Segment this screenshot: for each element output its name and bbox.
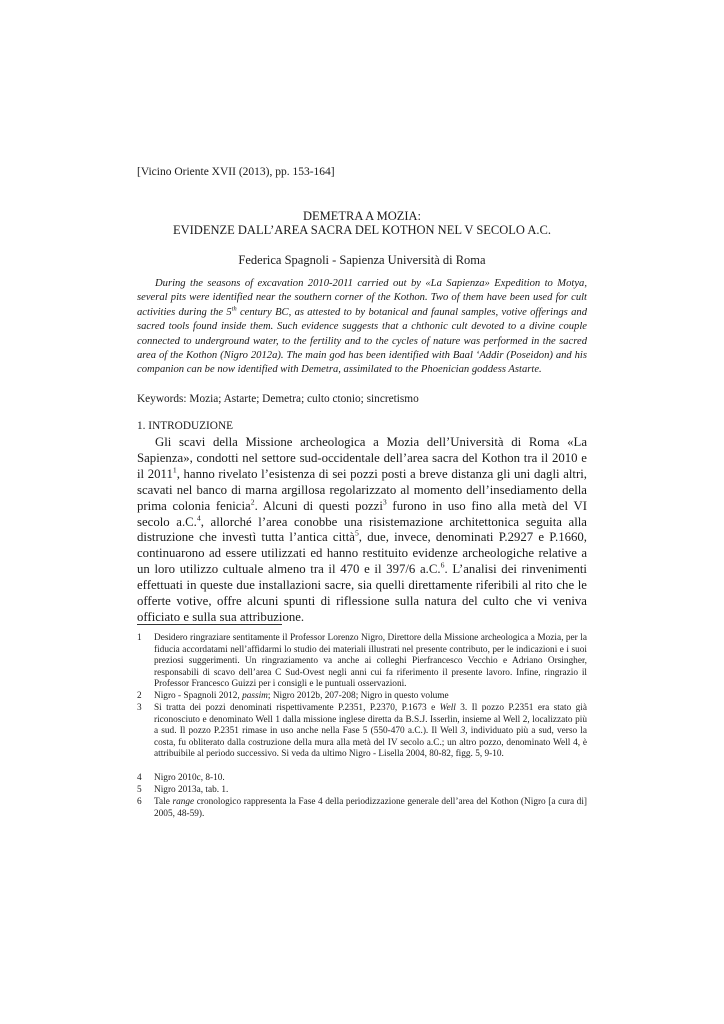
journal-citation: [Vicino Oriente XVII (2013), pp. 153-164] (137, 166, 335, 178)
author-affiliation: Federica Spagnoli - Sapienza Università di Roma (238, 253, 486, 267)
footnote-6 (137, 797, 587, 820)
section-heading (137, 420, 233, 432)
footnote-ref-3[interactable]: 3 (382, 497, 387, 507)
body-text-5: , allorché l’area conobbe una risistemazione architettonica seguita alla distruzione che investì tutta l’antica città (137, 514, 587, 545)
footnote-ref-6[interactable]: 6 (440, 560, 445, 570)
footnote-number: 2 (137, 691, 142, 701)
abstract (137, 277, 587, 378)
footnote-text: Tale range cronologico rappresenta la Fase 4 della periodizzazione generale dell’area del Kothon (Nigro [a cura di] 2005, 48-59). (154, 797, 587, 819)
footnote-ref-2[interactable]: 2 (250, 497, 255, 507)
footnote-text: Nigro 2013a, tab. 1. (154, 785, 229, 795)
footnote-5 (137, 785, 587, 797)
body-text-4: furono in uso fino alla metà del VI secolo a.C. (137, 498, 587, 529)
body-text-7: . L’analisi dei rinvenimenti effettuati in queste due installazioni sacre, sia quelli direttamente riferibili al rito che le offerte votive, offre alcuni spunti di riflessione sulla natura del culto che vi veniva officiato e sulla sua attribuzione. (137, 562, 587, 624)
footnote-1 (137, 633, 587, 691)
footnote-number: 4 (137, 773, 142, 783)
footnote-number: 5 (137, 785, 142, 795)
keywords: Keywords: Mozia; Astarte; Demetra; culto ctonio; sincretismo (137, 393, 419, 405)
footnote-ref-5[interactable]: 5 (354, 529, 359, 539)
footnote-text: Si tratta dei pozzi denominati rispettivamente P.2351, P.2370, P.1673 e Well 3. Il pozzo P.2351 era stato già riconosciuto e denominato Well 1 dalla missione inglese diretta da B.S.J. Isserlin, insieme al Well 2, localizzato più a sud. Il pozzo P.2351 rimase in uso anche nella Fase 5 (550-470 a.C.). Il Well 3, individuato più a sud, verso la costa, fu obliterato dalla costruzione della mura alla metà del IV secolo a.C.; un altro pozzo, denominato Well 4, è attribuibile al periodo successivo. Si veda da ultimo Nigro - Lisella 2004, 80-82, figg. 5, 9-10. (154, 703, 587, 760)
footnote-divider (137, 624, 282, 625)
footnote-ref-1[interactable]: 1 (172, 465, 177, 475)
body-text-6: , due, invece, denominati P.2927 e P.1660, continuarono ad essere utilizzati ed hanno restituito evidenze archeologiche relative a un loro utilizzo cultuale almeno tra il 470 e il 397/6 a.C. (137, 530, 587, 577)
footnote-number: 3 (137, 703, 142, 713)
footnote-number: 1 (137, 633, 142, 643)
section-number: 1. I (137, 420, 153, 432)
footnote-number: 6 (137, 797, 142, 807)
footnote-text: Nigro - Spagnoli 2012, passim; Nigro 2012b, 207-208; Nigro in questo volume (154, 691, 449, 701)
footnote-text: Desidero ringraziare sentitamente il Professor Lorenzo Nigro, Direttore della Missione archeologica a Mozia, per la fiducia accordatami nell’affidarmi lo studio dei materiali illustrati nel presente contributo, per le indicazioni e i suoi preziosi suggerimenti. Un ringraziamento va anche ai colleghi Pierfrancesco Vecchio e Adriano Orsingher, responsabili di scavo dell’area C Sud-Ovest negli anni cui fa riferimento il presente lavoro. Infine, ringrazio il Professor Francesco Guizzi per i consigli e le puntuali osservazioni. (154, 633, 587, 690)
footnote-ref-4[interactable]: 4 (196, 513, 201, 523)
footnote-3 (137, 703, 587, 761)
abstract-text-2: century BC, as attested to by botanical and faunal samples, votive offerings and sacred tools found inside them. Such evidence suggests that a chthonic cult devoted to a divine couple connected to underground water, to the fertility and to the cycles of nature was performed in the sacred area of the Kothon (Nigro 2012a). The main god has been identified with Baal ‘Addir (Poseidon) and his companion can be now identified with Demetra, assimilated to the Phoenician goddess Astarte. (137, 306, 587, 376)
abstract-text-1: During the seasons of excavation 2010-2011 carried out by «La Sapienza» Expedition to Motya, several pits were identified near the southern corner of the Kothon. Two of them have been used for cult activities during the 5 (137, 278, 587, 318)
article-title-line-1: DEMETRA A MOZIA: (302, 209, 422, 223)
footnote-4 (137, 773, 587, 785)
body-paragraph (137, 435, 587, 626)
footnote-2 (137, 691, 587, 703)
abstract-superscript: th (231, 305, 237, 313)
body-text-1: Gli scavi della Missione archeologica a Mozia dell’Università di Roma «La Sapienza», condotti nel settore sud-occidentale dell’area sacra del Kothon tra il 2010 e il 2011 (137, 435, 587, 481)
footnote-text: Nigro 2010c, 8-10. (154, 773, 225, 783)
body-text-3: . Alcuni di questi pozzi (254, 498, 383, 513)
section-title: NTRODUZIONE (152, 420, 234, 432)
body-text-2: , hanno rivelato l’esistenza di sei pozzi posti a breve distanza gli uni dagli altri, scavati nel banco di marna argillosa regolarizzato al momento dell’insediamento della prima colonia fenicia (137, 466, 587, 513)
article-title-line-2: EVIDENZE DALL’AREA SACRA DEL KOTHON NEL V SECOLO A.C. (172, 223, 551, 237)
